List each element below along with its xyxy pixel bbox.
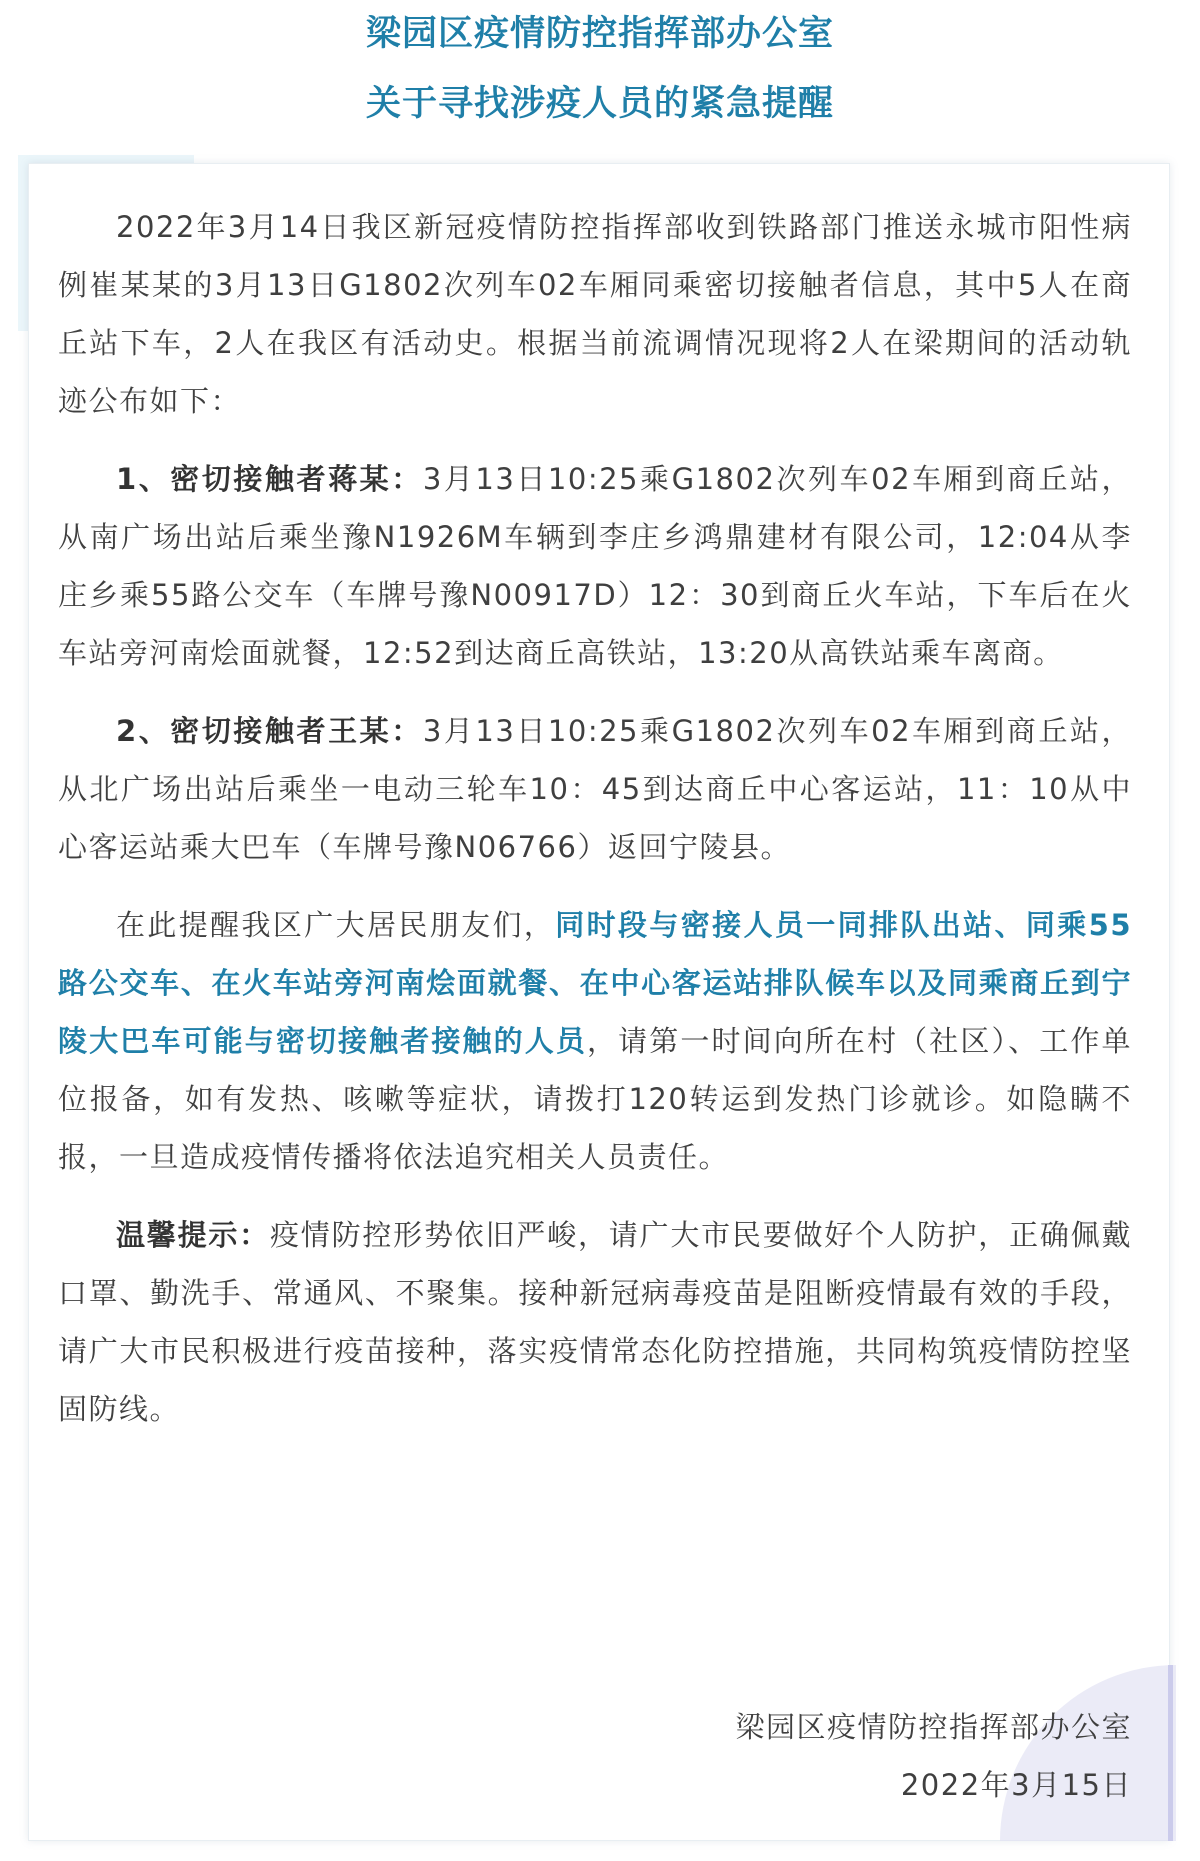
notice-body bbox=[58, 198, 1132, 1458]
corner-decoration-bottom-right-edge bbox=[1168, 1665, 1173, 1841]
contact-heading-2: 2、密切接触者王某： bbox=[116, 714, 423, 748]
contact-text-2: 3月13日10:25乘G1802次列车02车厢到商丘站，从北广场出站后乘坐一电动三轮车10：45到达商丘中心客运站，11：10从中心客运站乘大巴车（车牌号豫N06766）返回宁陵县。 bbox=[58, 714, 1132, 864]
contact-text-1: 3月13日10:25乘G1802次列车02车厢到商丘站，从南广场出站后乘坐豫N1926M车辆到李庄乡鸿鼎建材有限公司，12:04从李庄乡乘55路公交车（车牌号豫N00917D）12：30到商丘火车站，下车后在火车站旁河南烩面就餐，12:52到达商丘高铁站，13:20从高铁站乘车离商。 bbox=[58, 462, 1132, 670]
signature-org: 梁园区疫情防控指挥部办公室 bbox=[735, 1710, 1132, 1744]
title-line-2: 关于寻找涉疫人员的紧急提醒 bbox=[365, 84, 834, 124]
reminder-paragraph bbox=[58, 896, 1132, 1186]
intro-paragraph: 2022年3月14日我区新冠疫情防控指挥部收到铁路部门推送永城市阳性病例崔某某的3月13日G1802次列车02车厢同乘密切接触者信息，其中5人在商丘站下车，2人在我区有活动史。根据当前流调情况现将2人在梁期间的活动轨迹公布如下： bbox=[58, 210, 1132, 418]
contact-heading-1: 1、密切接触者蒋某： bbox=[116, 462, 423, 496]
reminder-highlight: 同时段与密接人员一同排队出站、同乘55路公交车、在火车站旁河南烩面就餐、在中心客运站排队候车以及同乘商丘到宁陵大巴车可能与密切接触者接触的人员 bbox=[58, 908, 1132, 1058]
reminder-suffix: ，请第一时间向所在村（社区）、工作单位报备，如有发热、咳嗽等症状，请拨打120转运到发热门诊就诊。如隐瞒不报，一旦造成疫情传播将依法追究相关人员责任。 bbox=[58, 1024, 1132, 1174]
tip-text: 疫情防控形势依旧严峻，请广大市民要做好个人防护，正确佩戴口罩、勤洗手、常通风、不聚集。接种新冠病毒疫苗是阻断疫情最有效的手段，请广大市民积极进行疫苗接种，落实疫情常态化防控措施，共同构筑疫情防控坚固防线。 bbox=[58, 1218, 1132, 1426]
signature-date: 2022年3月15日 bbox=[900, 1768, 1132, 1802]
reminder-prefix: 在此提醒我区广大居民朋友们， bbox=[116, 908, 556, 942]
signature-block bbox=[735, 1698, 1132, 1814]
contact-paragraph-2 bbox=[58, 702, 1132, 876]
title-line-1: 梁园区疫情防控指挥部办公室 bbox=[365, 14, 834, 54]
contact-paragraph-1 bbox=[58, 450, 1132, 682]
tip-paragraph bbox=[58, 1206, 1132, 1438]
tip-label: 温馨提示： bbox=[116, 1218, 270, 1252]
